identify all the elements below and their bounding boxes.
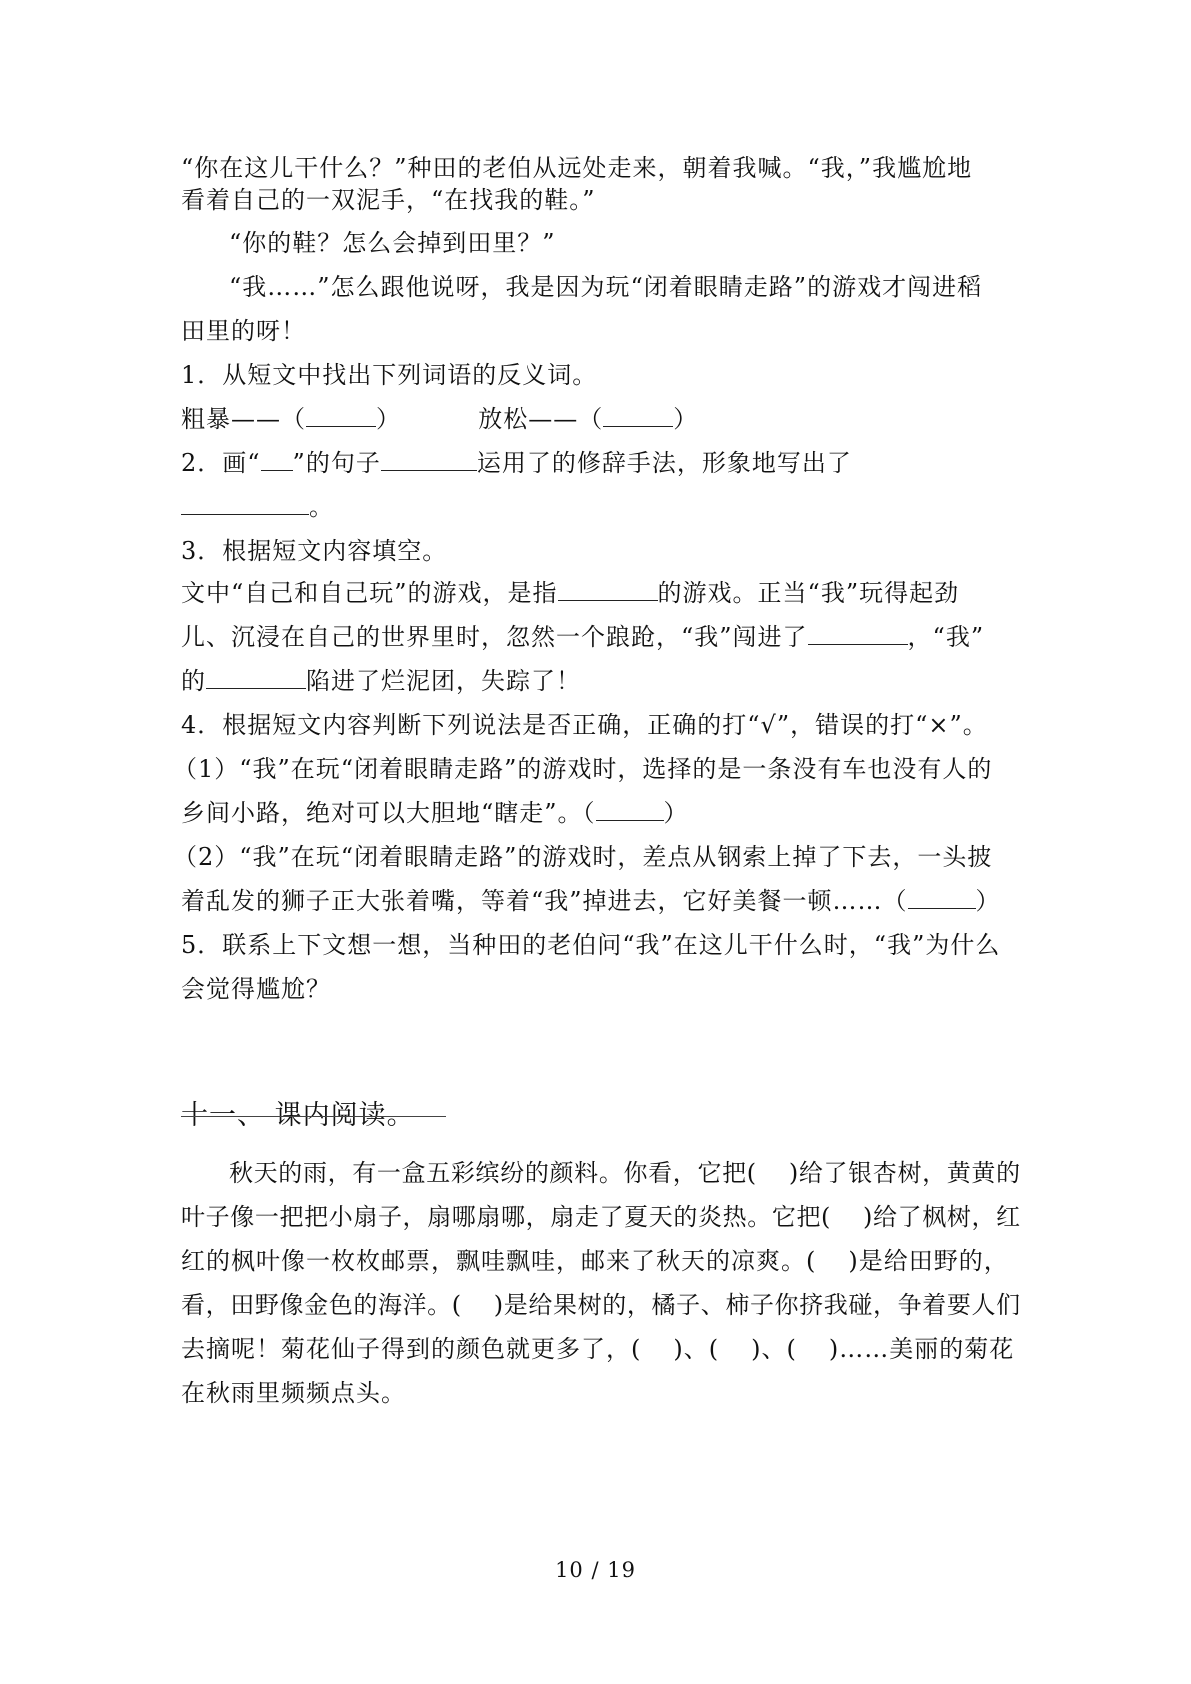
rhetoric-blank[interactable] (381, 448, 477, 471)
passage-paragraph-2: “你的鞋？怎么会掉到田里？” (229, 229, 556, 257)
section-11-line-1: 秋天的雨，有一盒五彩缤纷的颜料。你看，它把( )给了银杏树，黄黄的 (229, 1159, 1021, 1187)
object-blank[interactable] (206, 666, 306, 689)
section-11-title: 十一、 课内阅读。 (181, 1100, 415, 1131)
question-3-line-2: 儿、沉浸在自己的世界里时，忽然一个踉跄，“我”闯进了 ，“我” (181, 623, 985, 651)
judge-blank-1[interactable] (596, 798, 664, 821)
antonym-blank-a[interactable] (306, 404, 376, 427)
passage-paragraph-3: “我……”怎么跟他说呀，我是因为玩“闭着眼睛走路”的游戏才闯进稻 (229, 273, 983, 301)
game-blank[interactable] (558, 578, 658, 601)
question-4-statement-2-cont: 着乱发的狮子正大张着嘴，等着“我”掉进去，它好美餐一顿……（ ） (181, 887, 1001, 915)
question-3-prompt: 3．根据短文内容填空。 (181, 537, 448, 565)
question-2-prompt: 2．画“ ”的句子 运用了的修辞手法，形象地写出了 (181, 449, 852, 477)
section-11-line-3: 红的枫叶像一枚枚邮票，飘哇飘哇，邮来了秋天的凉爽。( )是给田野的， (181, 1247, 1009, 1275)
section-11-line-5: 去摘呢！菊花仙子得到的颜色就更多了，( )、( )、( )……美丽的菊花 (181, 1335, 1015, 1363)
antonym-word-a: 粗暴——（ (181, 405, 306, 433)
question-5-prompt-cont: 会觉得尴尬？ (181, 975, 331, 1003)
section-11-line-6: 在秋雨里频频点头。 (181, 1379, 406, 1407)
answer-line[interactable] (181, 1116, 446, 1117)
question-2-cont: 。 (181, 491, 334, 523)
question-4-statement-1-cont: 乡间小路，绝对可以大胆地“瞎走”。（ ） (181, 799, 689, 827)
question-3-line-1: 文中“自己和自己玩”的游戏，是指 的游戏。正当“我”玩得起劲 (181, 579, 960, 607)
question-1-answers: 粗暴——（ ） 放松——（ ） (181, 405, 699, 433)
question-4-statement-2: （2）“我”在玩“闭着眼睛走路”的游戏时，差点从钢索上掉了下去，一头披 (173, 843, 993, 871)
question-4-statement-1: （1）“我”在玩“闭着眼睛走路”的游戏时，选择的是一条没有车也没有人的 (173, 755, 993, 783)
passage-paragraph-3-cont: 田里的呀！ (181, 317, 306, 345)
judge-blank-2[interactable] (908, 886, 976, 909)
effect-blank[interactable] (181, 492, 309, 515)
section-11-line-2: 叶子像一把把小扇子，扇哪扇哪，扇走了夏天的炎热。它把( )给了枫树，红 (181, 1203, 1021, 1231)
place-blank[interactable] (808, 622, 908, 645)
antonym-blank-b[interactable] (603, 404, 673, 427)
question-3-line-3: 的 陷进了烂泥团，失踪了！ (181, 667, 581, 695)
page-number: 10 / 19 (555, 1558, 636, 1582)
underline-sample (261, 448, 293, 471)
section-11-line-4: 看，田野像金色的海洋。( )是给果树的，橘子、柿子你挤我碰，争着要人们 (181, 1291, 1021, 1319)
passage-paragraph-1: “你在这儿干什么？”种田的老伯从远处走来，朝着我喊。“我，”我尴尬地 (181, 154, 973, 182)
antonym-word-b: 放松——（ (478, 405, 604, 433)
question-1-prompt: 1．从短文中找出下列词语的反义词。 (181, 361, 598, 389)
question-4-prompt: 4．根据短文内容判断下列说法是否正确，正确的打“√”，错误的打“×”。 (181, 711, 988, 739)
question-5-prompt: 5．联系上下文想一想，当种田的老伯问“我”在这儿干什么时，“我”为什么 (181, 931, 1001, 959)
passage-paragraph-1-cont: 看着自己的一双泥手，“在找我的鞋。” (181, 186, 596, 214)
